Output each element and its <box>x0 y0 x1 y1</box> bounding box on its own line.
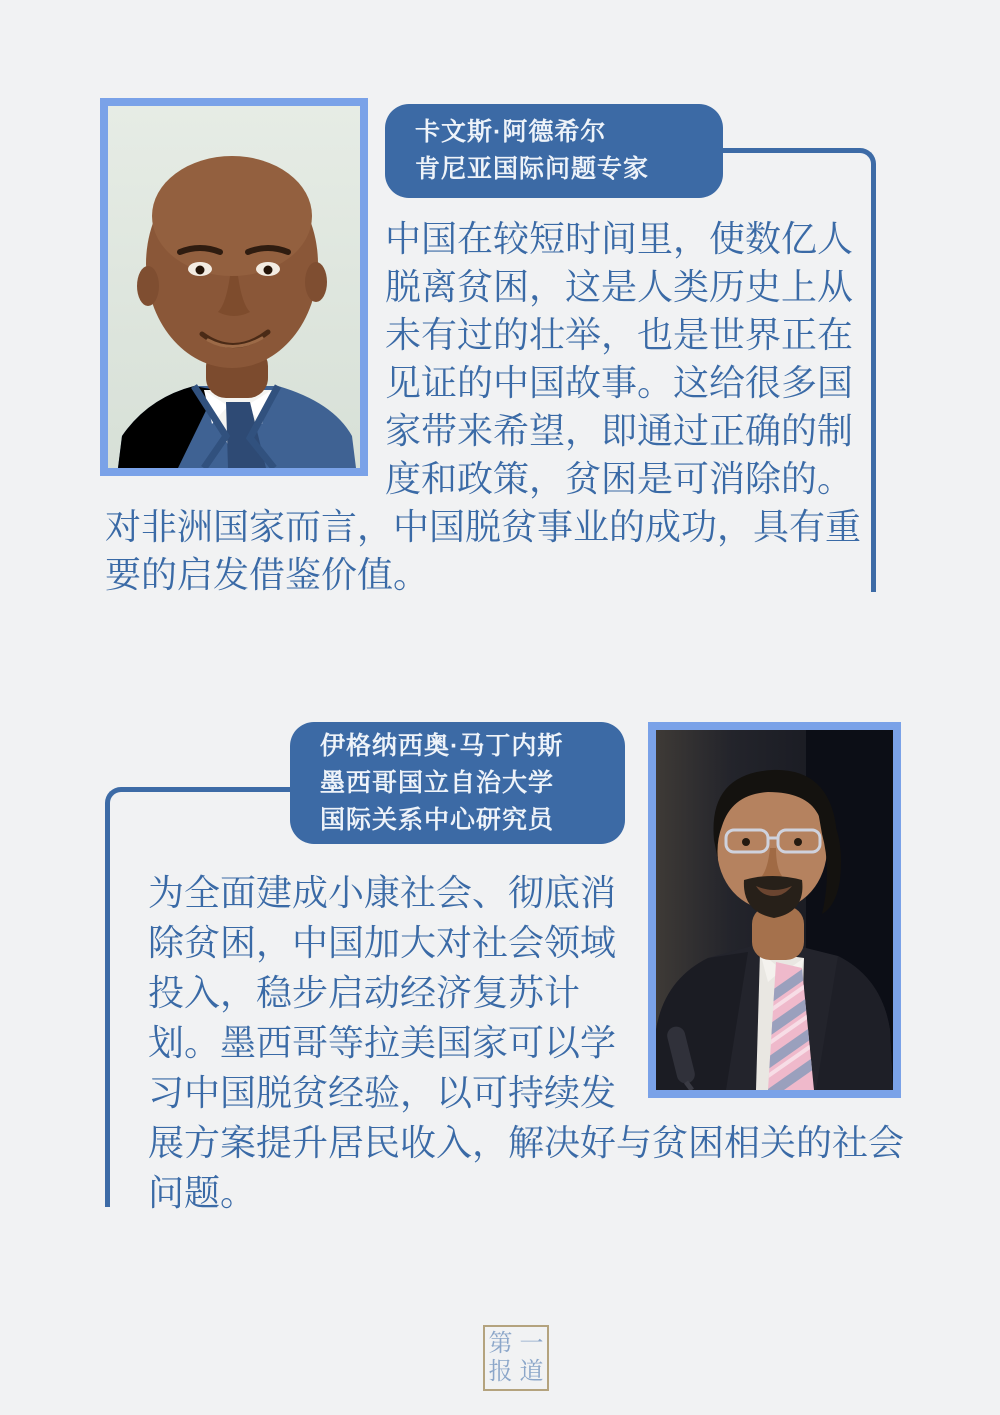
logo-line1: 第一 <box>488 1331 551 1357</box>
quote-line: 展方案提升居民收入，解决好与贫困相关的社会 <box>148 1123 905 1163</box>
quote-line: 度和政策，贫困是可消除的。 <box>385 459 854 499</box>
expert1-title: 肯尼亚国际问题专家 <box>415 155 650 183</box>
expert2-badge <box>290 722 625 844</box>
quote-line: 脱离贫困，这是人类历史上从 <box>385 267 854 307</box>
quote-line: 划。墨西哥等拉美国家可以学 <box>148 1023 617 1063</box>
quote-line: 问题。 <box>148 1173 257 1213</box>
expert1-name: 卡文斯·阿德希尔 <box>415 118 607 146</box>
expert2-name: 伊格纳西奥·马丁内斯 <box>320 731 564 760</box>
quote-line: 家带来希望，即通过正确的制 <box>385 411 854 451</box>
quote-line: 要的启发借鉴价值。 <box>105 555 430 595</box>
logo-line2: 报道 <box>488 1359 551 1385</box>
quote-line: 除贫困，中国加大对社会领域 <box>148 923 617 963</box>
quote-line: 为全面建成小康社会、彻底消 <box>148 873 617 913</box>
expert1-badge <box>385 104 723 198</box>
quote-line: 中国在较短时间里，使数亿人 <box>385 219 854 259</box>
expert2-org-line1: 墨西哥国立自治大学 <box>320 768 555 797</box>
quote-line: 对非洲国家而言，中国脱贫事业的成功，具有重 <box>105 507 862 547</box>
expert1-quote <box>105 215 861 599</box>
diyi-baodao-logo <box>483 1325 549 1391</box>
expert2-org-line2: 国际关系中心研究员 <box>320 805 555 834</box>
expert2-quote <box>148 868 904 1218</box>
quote-line: 未有过的壮举，也是世界正在 <box>385 315 854 355</box>
quote-line: 投入，稳步启动经济复苏计 <box>148 973 581 1013</box>
quote-line: 见证的中国故事。这给很多国 <box>385 363 854 403</box>
quote-line: 习中国脱贫经验，以可持续发 <box>148 1073 617 1113</box>
